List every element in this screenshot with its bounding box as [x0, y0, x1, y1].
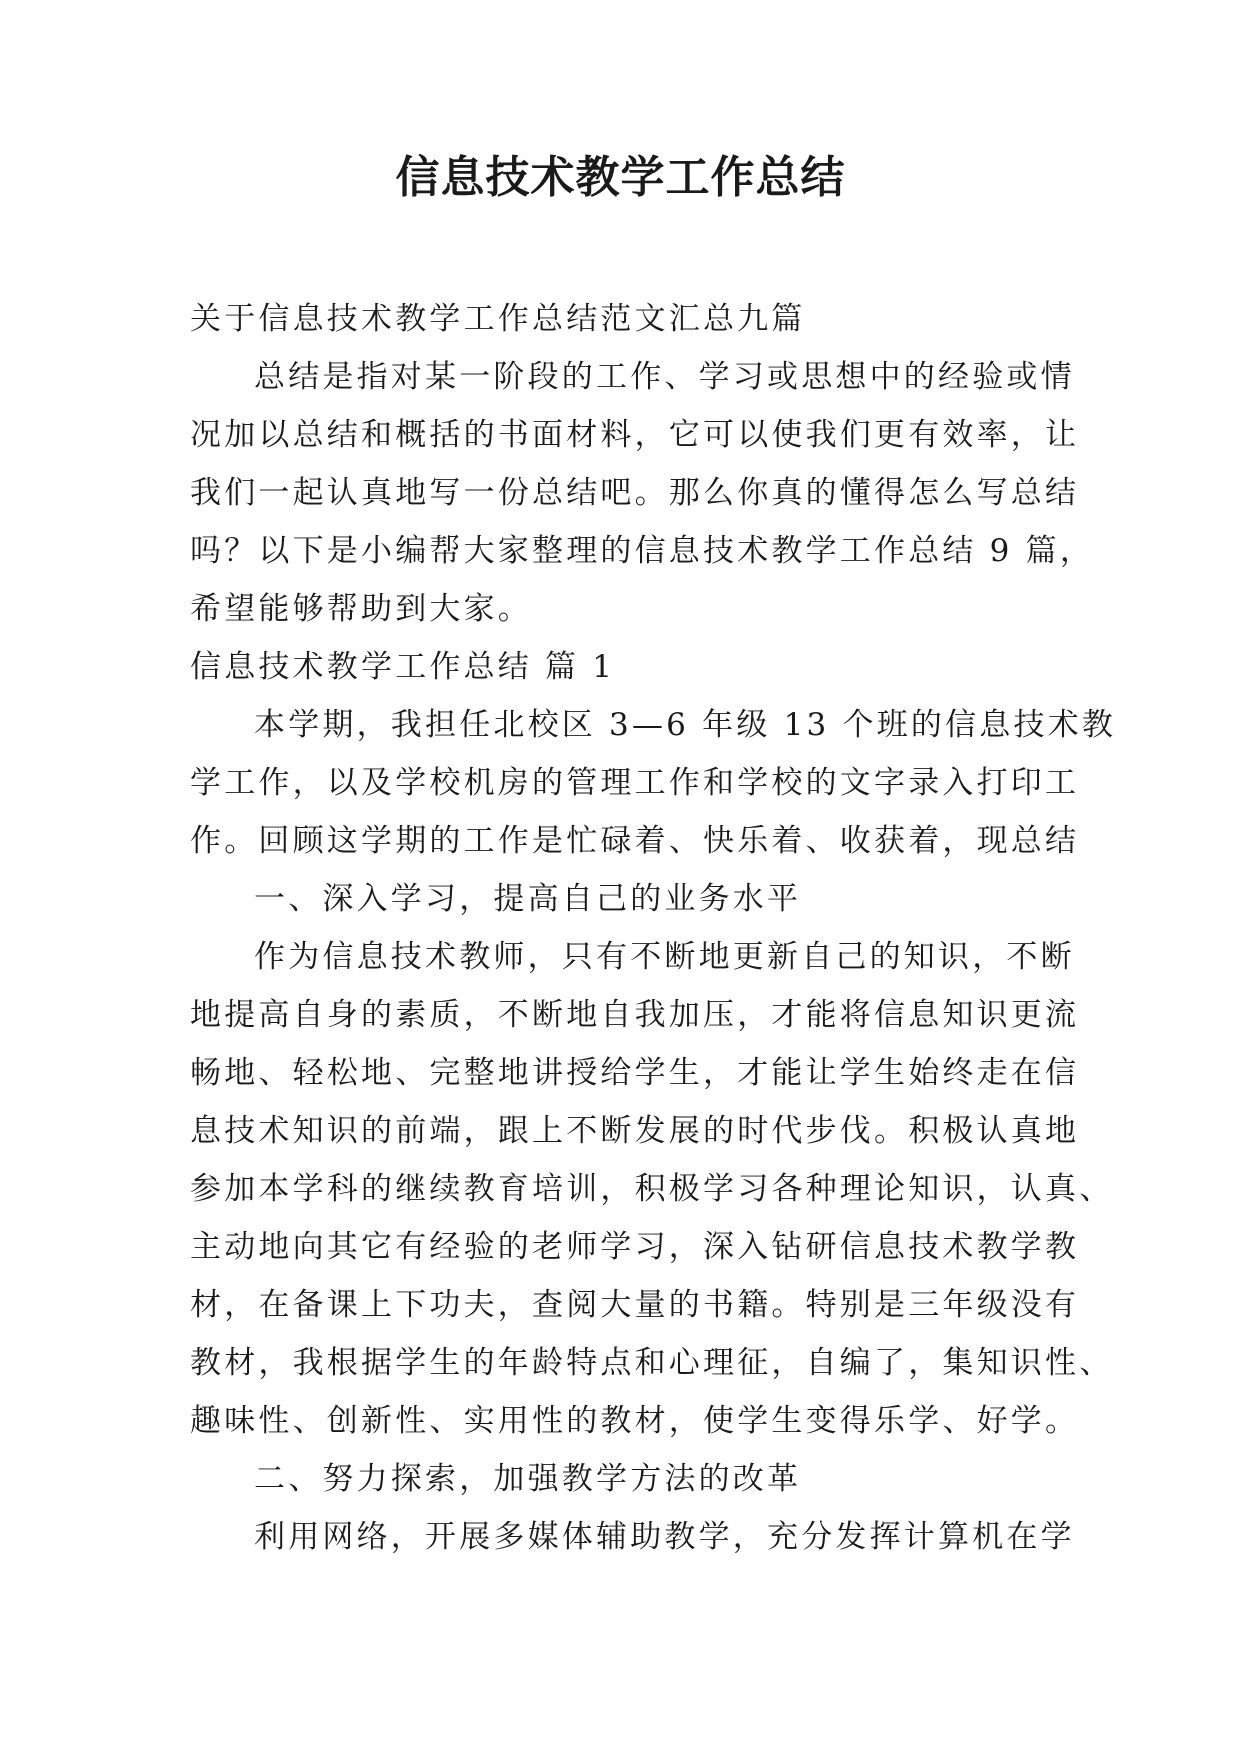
text-line: 畅地、轻松地、完整地讲授给学生，才能让学生始终走在信 — [190, 1055, 1080, 1091]
text-line: 总结是指对某一阶段的工作、学习或思想中的经验或情 — [254, 359, 1075, 395]
text-line: 主动地向其它有经验的老师学习，深入钻研信息技术教学教 — [190, 1229, 1080, 1265]
subheading-line: 二、努力探索，加强教学方法的改革 — [254, 1461, 802, 1497]
text-line: 息技术知识的前端，跟上不断发展的时代步伐。积极认真地 — [190, 1113, 1080, 1149]
text-line: 材，在备课上下功夫，查阅大量的书籍。特别是三年级没有 — [190, 1287, 1080, 1323]
text-line: 教材，我根据学生的年龄特点和心理征，自编了，集知识性、 — [190, 1345, 1114, 1381]
text-line: 利用网络，开展多媒体辅助教学，充分发挥计算机在学 — [254, 1519, 1075, 1555]
section-heading: 信息技术教学工作总结 篇 1 — [190, 649, 616, 685]
subtitle-line: 关于信息技术教学工作总结范文汇总九篇 — [190, 301, 806, 337]
page-title: 信息技术教学工作总结 — [395, 152, 846, 203]
text-line: 趣味性、创新性、实用性的教材，使学生变得乐学、好学。 — [190, 1403, 1080, 1439]
subheading-line: 一、深入学习，提高自己的业务水平 — [254, 881, 802, 917]
text-line: 作为信息技术教师，只有不断地更新自己的知识，不断 — [254, 939, 1075, 975]
text-line: 希望能够帮助到大家。 — [190, 591, 532, 627]
text-line: 地提高自身的素质，不断地自我加压，才能将信息知识更流 — [190, 997, 1080, 1033]
document-body — [190, 290, 1117, 1566]
text-line: 吗？以下是小编帮大家整理的信息技术教学工作总结 9 篇， — [190, 533, 1095, 569]
text-line: 况加以总结和概括的书面材料，它可以使我们更有效率，让 — [190, 417, 1080, 453]
text-line: 我们一起认真地写一份总结吧。那么你真的懂得怎么写总结 — [190, 475, 1080, 511]
text-line: 作。回顾这学期的工作是忙碌着、快乐着、收获着，现总结 — [190, 823, 1080, 859]
text-line: 参加本学科的继续教育培训，积极学习各种理论知识，认真、 — [190, 1171, 1114, 1207]
text-line: 本学期，我担任北校区 3—6 年级 13 个班的信息技术教 — [254, 707, 1117, 743]
text-line: 学工作，以及学校机房的管理工作和学校的文字录入打印工 — [190, 765, 1080, 801]
